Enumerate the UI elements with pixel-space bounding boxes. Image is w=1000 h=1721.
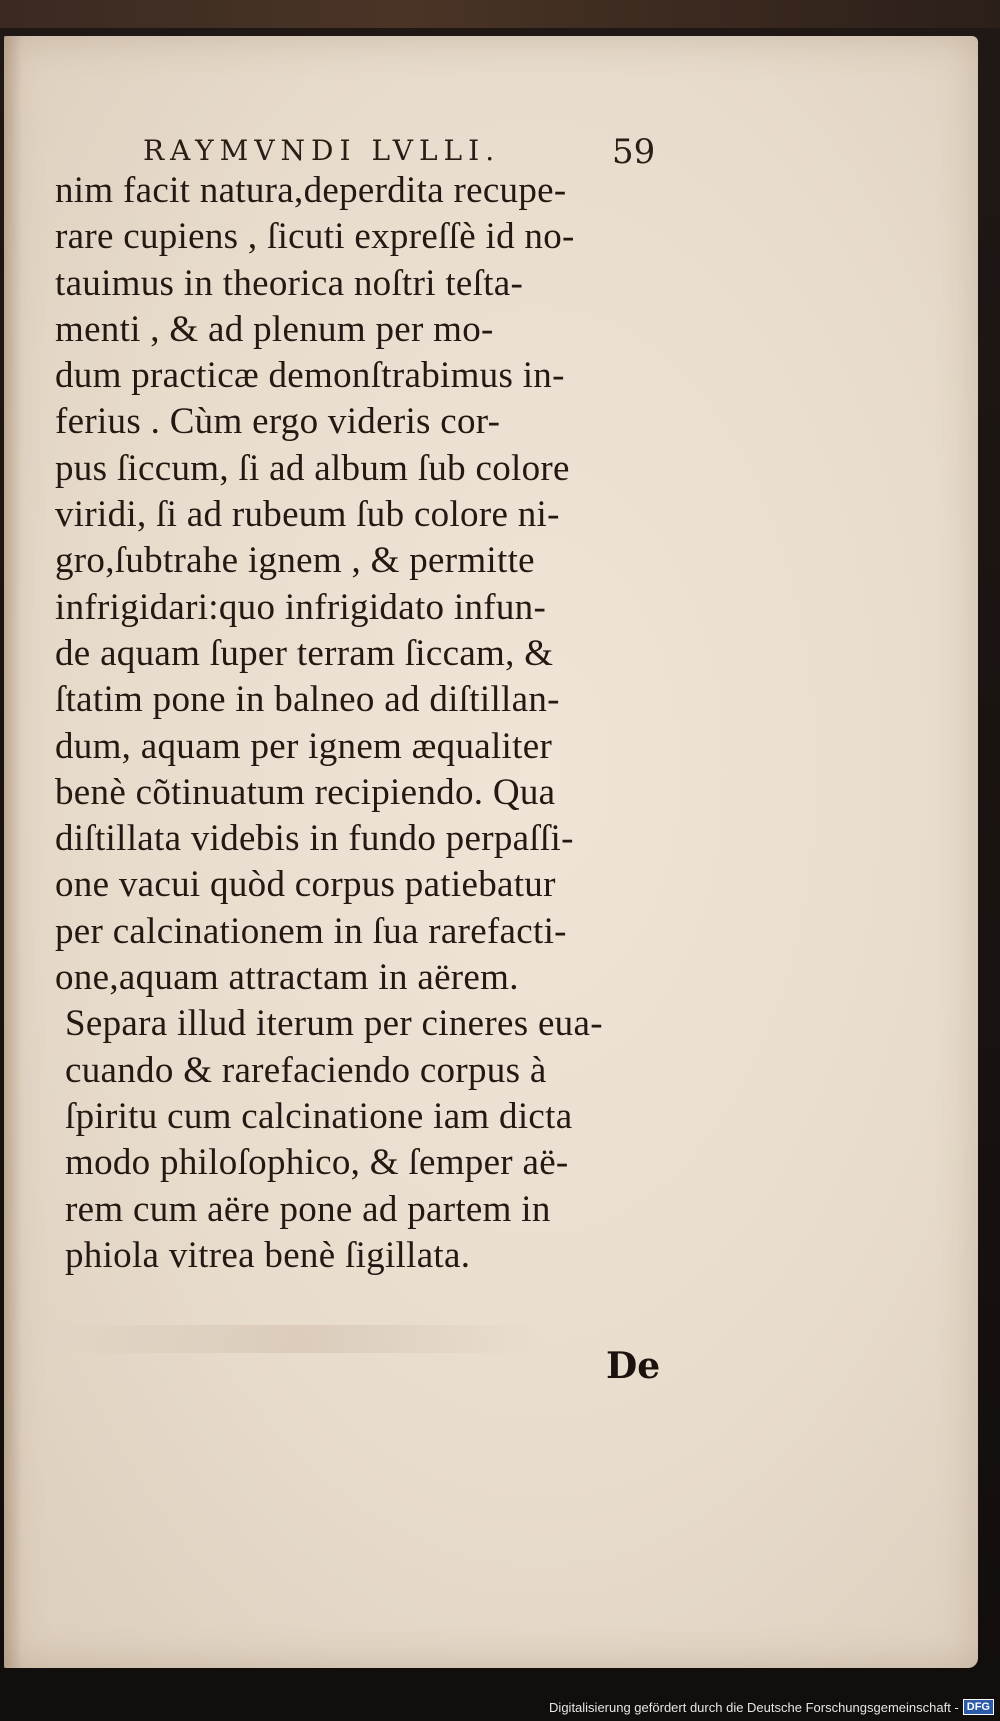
text-line: menti , & ad plenum per mo- <box>55 308 494 350</box>
body-text <box>55 168 675 1279</box>
page-spine-shadow <box>4 36 22 1668</box>
text-line: Separa illud iterum per cineres eua- <box>65 1003 603 1045</box>
text-line: dum, aquam per ignem æqualiter <box>55 725 553 767</box>
text-line: tauimus in theorica noſtri teſta- <box>55 262 524 304</box>
text-line: ſpiritu cum calcinatione iam dicta <box>65 1095 573 1137</box>
text-line: viridi, ſi ad rubeum ſub colore ni- <box>55 494 560 536</box>
credit-text: Digitalisierung gefördert durch die Deutsche Forschungsgemeinschaft - <box>549 1699 959 1715</box>
catchword: De <box>606 1345 661 1387</box>
text-line: infrigidari:quo infrigidato infun- <box>55 586 547 628</box>
text-line: diſtillata videbis in fundo perpaſſi- <box>55 818 574 860</box>
text-line: one,aquam attractam in aërem. <box>55 957 519 999</box>
book-top-edge <box>0 0 1000 28</box>
text-line: ferius . Cùm ergo videris cor- <box>55 401 501 443</box>
dfg-logo: DFG <box>963 1699 994 1715</box>
text-line: de aquam ſuper terram ſiccam, & <box>55 632 554 674</box>
page-number: 59 <box>612 132 656 172</box>
ink-bleed-through <box>60 1325 540 1353</box>
text-line: rare cupiens , ſicuti expreſſè id no- <box>55 216 575 258</box>
text-line: cuando & rarefaciendo corpus à <box>65 1049 547 1091</box>
text-line: rem cum aëre pone ad partem in <box>65 1188 551 1230</box>
running-head: RAYMVNDI LVLLI. <box>143 134 501 167</box>
text-line: gro,ſubtrahe ignem , & permitte <box>55 540 535 582</box>
text-line: benè cõtinuatum recipiendo. Qua <box>55 771 556 813</box>
text-line: pus ſiccum, ſi ad album ſub colore <box>55 447 570 489</box>
text-line: modo philoſophico, & ſemper aë- <box>65 1142 569 1184</box>
text-line: per calcinationem in ſua rarefacti- <box>55 910 567 952</box>
text-line: ſtatim pone in balneo ad diſtillan- <box>55 679 560 721</box>
text-line: one vacui quòd corpus patiebatur <box>55 864 556 906</box>
digitization-credit <box>549 1699 994 1715</box>
text-line: phiola vitrea benè ſigillata. <box>65 1234 471 1276</box>
text-line: nim facit natura,deperdita recupe- <box>55 170 567 211</box>
text-line: dum practicæ demonſtrabimus in- <box>55 355 565 397</box>
